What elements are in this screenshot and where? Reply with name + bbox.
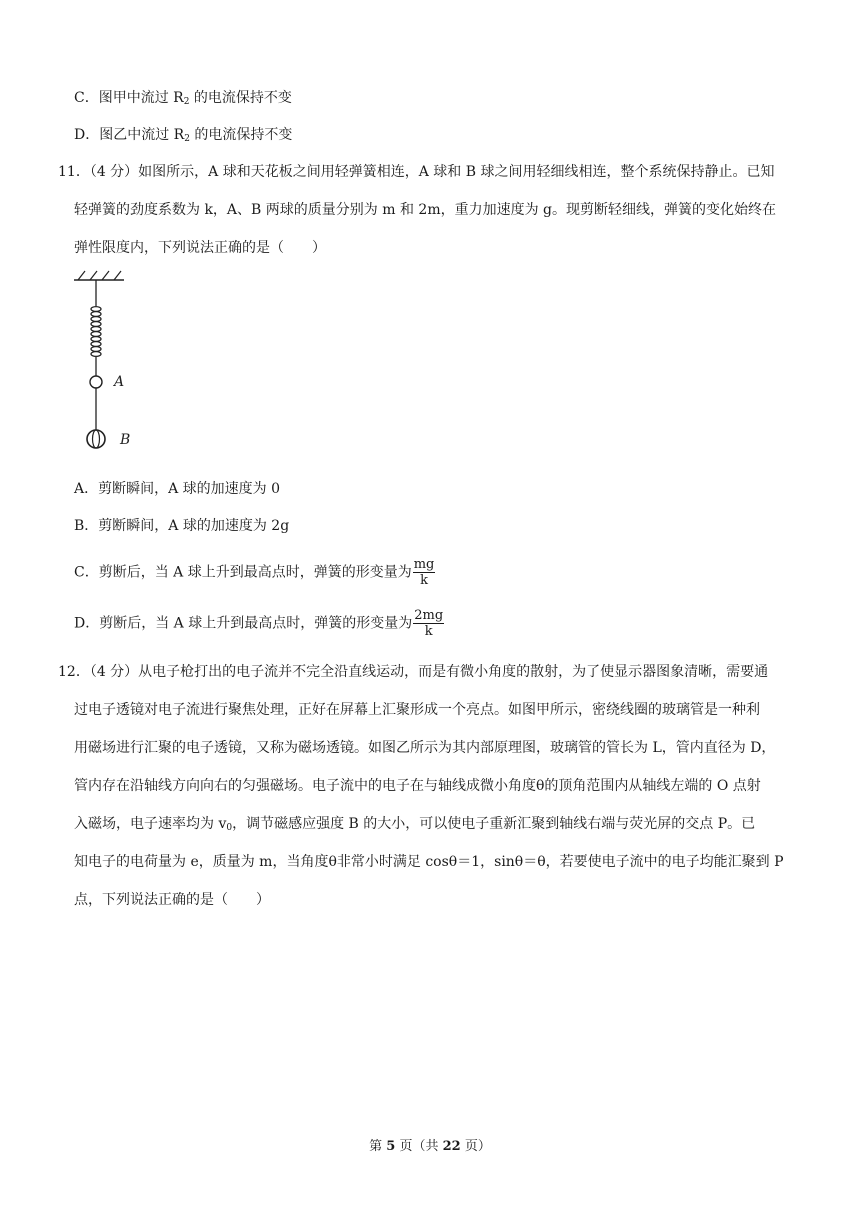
- q12-stem-line7: 点，下列说法正确的是（ ）: [74, 892, 270, 908]
- q11-option-b: B．剪断瞬间，A 球的加速度为 2g: [74, 518, 290, 534]
- q12-stem-line3: 用磁场进行汇聚的电子透镜，又称为磁场透镜。如图乙所示为其内部原理图，玻璃管的管长为 L，管内直径为 D，: [74, 740, 776, 756]
- ball-b: [87, 430, 105, 448]
- q12-stem-line1: 12．（4 分）从电子枪打出的电子流并不完全沿直线运动，而是有微小角度的散射，为了使显示器图象清晰，需要通: [58, 664, 769, 680]
- spring-ball-figure: [70, 268, 160, 458]
- q11-stem-line1: 11．（4 分）如图所示，A 球和天花板之间用轻弹簧相连，A 球和 B 球之间用轻细线相连，整个系统保持静止。已知: [58, 164, 775, 180]
- q12-stem-line4: 管内存在沿轴线方向向右的匀强磁场。电子流中的电子在与轴线成微小角度θ的顶角范围内从轴线左端的 O 点射: [74, 778, 761, 794]
- label-a: A: [114, 374, 125, 390]
- q11-option-d: D．剪断后，当 A 球上升到最高点时，弹簧的形变量为 $\frac{2mg}{k}$: [74, 608, 444, 639]
- q12-stem-line2: 过电子透镜对电子流进行聚焦处理，正好在屏幕上汇聚形成一个亮点。如图甲所示，密绕线圈的玻璃管是一种利: [74, 702, 760, 718]
- q12-stem-line6: 知电子的电荷量为 e，质量为 m，当角度θ非常小时满足 cosθ＝1，sinθ＝θ，若要使电子流中的电子均能汇聚到 P: [74, 854, 784, 870]
- q10-option-d: D．图乙中流过 $R_2$ 的电流保持不变: [74, 127, 293, 144]
- q12-stem-line5: 入磁场，电子速率均为 $v_0$，调节磁感应强度 B 的大小，可以使电子重新汇聚到轴线右端与荧光屏的交点 P。已: [74, 816, 756, 833]
- page-footer: 第 5 页（共 22 页）: [369, 1139, 491, 1154]
- ball-a: [90, 376, 102, 388]
- fraction-mg-over-k: $\frac{mg}{k}$: [413, 557, 435, 588]
- label-b: B: [120, 432, 131, 448]
- q11-option-c: C．剪断后，当 A 球上升到最高点时，弹簧的形变量为 $\frac{mg}{k}$: [74, 557, 435, 588]
- q11-stem-line2: 轻弹簧的劲度系数为 k，A、B 两球的质量分别为 m 和 2m，重力加速度为 g。现剪断轻细线，弹簧的变化始终在: [74, 202, 777, 218]
- q10-option-c: C．图甲中流过 $R_2$ 的电流保持不变: [74, 90, 292, 107]
- fraction-2mg-over-k: $\frac{2mg}{k}$: [414, 608, 444, 639]
- q11-option-a: A．剪断瞬间，A 球的加速度为 0: [74, 481, 281, 497]
- q11-stem-line3: 弹性限度内，下列说法正确的是（ ）: [74, 240, 326, 256]
